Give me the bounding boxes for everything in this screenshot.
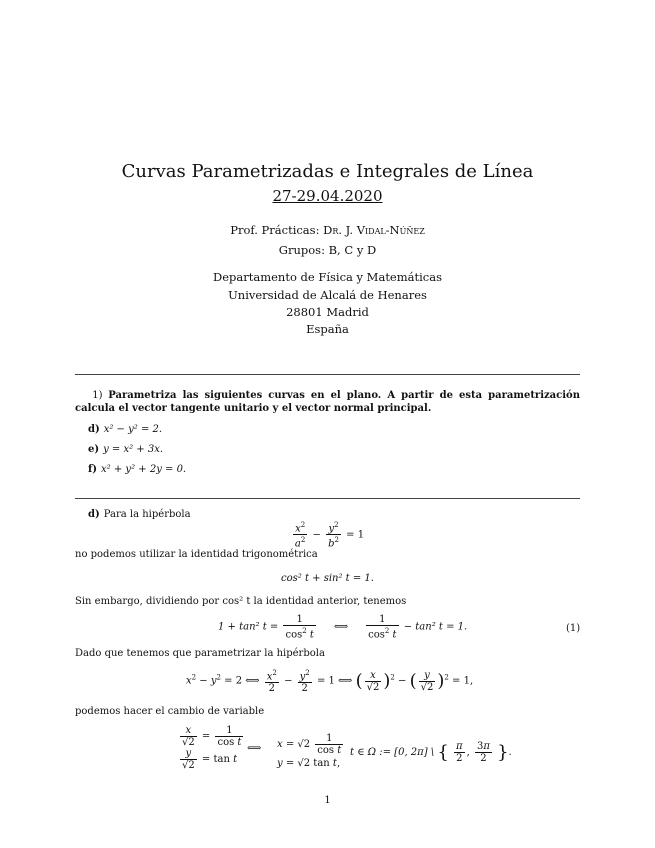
hyperbola-chain: $x^2 - y^2 = 2$ ⟺ $\frac{x^2}{2}$ − $\frac{y^2}{2}$ = 1 ⟺ ( $\frac{x}{√2}$ )$^2$ − ( $\frac{y}{√2}$ )$^2$ = 1, [186,669,474,695]
trig-identity: cos² t + sin² t = 1. [281,573,374,584]
text-dividing: Sin embargo, dividiendo por cos² t la identidad anterior, tenemos [75,596,407,607]
problem-statement: 1) Parametriza las siguientes curvas en el plano. A partir de esta parametrización calcula el vector tangente unitario y el vector normal principal. [75,390,580,414]
substitution-left: $\frac{x}{√2}$ = $\frac{1}{\text{cos t}}$ $\frac{y}{√2}$ = tan t [182,725,242,771]
professor-line: Prof. Prácticas: Dr. J. Vidal-Núñez [230,223,425,237]
problem-item-d: d) x² − y² = 2. [88,424,163,435]
problem-item-f: f) x² + y² + 2y = 0. [88,464,187,475]
city-line: 28801 Madrid [286,305,369,319]
parameter-domain: t ∈ Ω := [0, 2π] \ { $\frac{\pi}{2}$ , $\frac{3\pi}{2}$ }. [350,741,512,764]
page-number: 1 [324,795,331,806]
top-divider [75,374,580,375]
professor-name: Dr. J. Vidal-Núñez [323,223,425,237]
text-parametrize: Dado que tenemos que parametrizar la hipérbola [75,648,325,659]
bottom-divider [75,498,580,499]
hyperbola-equation: $\frac{x^2}{a^2}$ − $\frac{y^2}{b^2}$ = 1 [294,521,365,550]
text-change-variable: podemos hacer el cambio de variable [75,706,265,717]
country-line: España [306,322,349,336]
problem-item-e: e) y = x² + 3x. [88,444,164,455]
substitution-right: x = √2 $\frac{1}{\text{cos t}}$ y = √2 tan t, [277,733,342,769]
equation-number: (1) [566,623,581,634]
document-title: Curvas Parametrizadas e Integrales de Línea [121,161,534,182]
document-date: 27-29.04.2020 [272,187,383,205]
groups-line: Grupos: B, C y D [278,243,377,257]
equation-1: 1 + tan² t = $\frac{1}{\cos^2 t}$ ⟺ $\frac{1}{\cos^2 t}$ − tan² t = 1. [218,614,468,641]
solution-intro: d) Para la hipérbola [88,509,191,520]
university-line: Universidad de Alcalá de Henares [228,288,427,302]
iff-symbol: ⟺ [247,743,262,754]
department-line: Departamento de Física y Matemáticas [212,270,443,284]
text-identity-intro: no podemos utilizar la identidad trigonométrica [75,549,318,560]
